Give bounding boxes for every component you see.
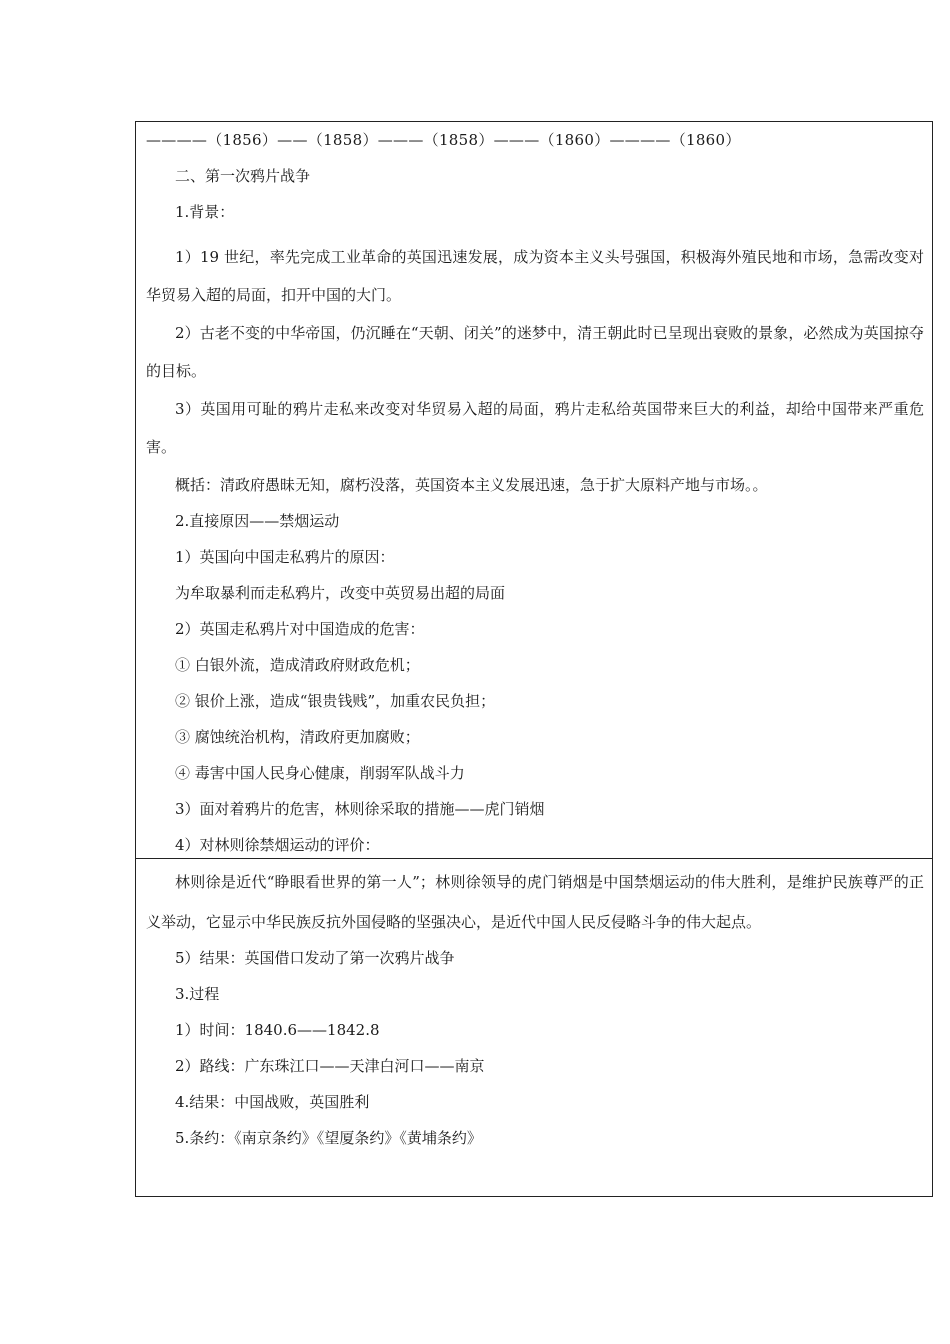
- cause-point-1: 1）英国向中国走私鸦片的原因：: [175, 548, 395, 566]
- process-route: 2）路线：广东珠江口——天津白河口——南京: [175, 1057, 485, 1075]
- result-title: 4.结果：中国战败，英国胜利: [175, 1093, 370, 1111]
- summary-line: 概括：清政府愚昧无知，腐朽没落，英国资本主义发展迅速，急于扩大原料产地与市场。。: [175, 476, 768, 494]
- cause-title: 2.直接原因——禁烟运动: [175, 512, 340, 530]
- war-result-line: 5）结果：英国借口发动了第一次鸦片战争: [175, 949, 455, 967]
- background-point-2: 2）古老不变的中华帝国，仍沉睡在“天朝、闭关”的迷梦中，清王朝此时已呈现出衰败的景象，必然成为英国掠夺的目标。: [146, 324, 924, 380]
- background-point-1: 1）19 世纪，率先完成工业革命的英国迅速发展，成为资本主义头号强国，积极海外殖民地和市场，急需改变对华贸易入超的局面，扣开中国的大门。: [146, 248, 924, 304]
- cause-point-2: 2）英国走私鸦片对中国造成的危害：: [175, 620, 425, 638]
- treaties-line: 5.条约：《南京条约》《望厦条约》《黄埔条约》: [175, 1129, 482, 1147]
- table-cell-lower: [136, 859, 932, 1196]
- harm-item-4: ④ 毒害中国人民身心健康，削弱军队战斗力: [175, 764, 465, 782]
- background-point-3: 3）英国用可耻的鸦片走私来改变对华贸易入超的局面，鸦片走私给英国带来巨大的利益，却给中国带来严重危害。: [146, 400, 924, 456]
- evaluation-paragraph: 林则徐是近代“睁眼看世界的第一人”；林则徐领导的虎门销烟是中国禁烟运动的伟大胜利，是维护民族尊严的正义举动，它显示中华民族反抗外国侵略的坚强决心，是近代中国人民反侵略斗争的伟大起点。: [146, 873, 924, 931]
- section-heading: 二、第一次鸦片战争: [175, 167, 311, 185]
- cause-point-3: 3）面对着鸦片的危害，林则徐采取的措施——虎门销烟: [175, 800, 545, 818]
- harm-item-1: ① 白银外流，造成清政府财政危机；: [175, 656, 420, 674]
- cause-point-4: 4）对林则徐禁烟运动的评价：: [175, 836, 380, 854]
- background-title: 1.背景：: [175, 203, 235, 221]
- cause-point-1-text: 为牟取暴利而走私鸦片，改变中英贸易出超的局面: [175, 584, 506, 602]
- table-cell-upper: [136, 122, 932, 859]
- process-title: 3.过程: [175, 985, 220, 1003]
- harm-item-2: ② 银价上涨，造成“银贵钱贱”，加重农民负担；: [175, 692, 496, 710]
- process-time: 1）时间：1840.6——1842.8: [175, 1021, 380, 1039]
- harm-item-3: ③ 腐蚀统治机构，清政府更加腐败；: [175, 728, 420, 746]
- document-table: [135, 121, 933, 1197]
- timeline-line: ————（1856）——（1858）———（1858）———（1860）————（1860）: [146, 131, 741, 149]
